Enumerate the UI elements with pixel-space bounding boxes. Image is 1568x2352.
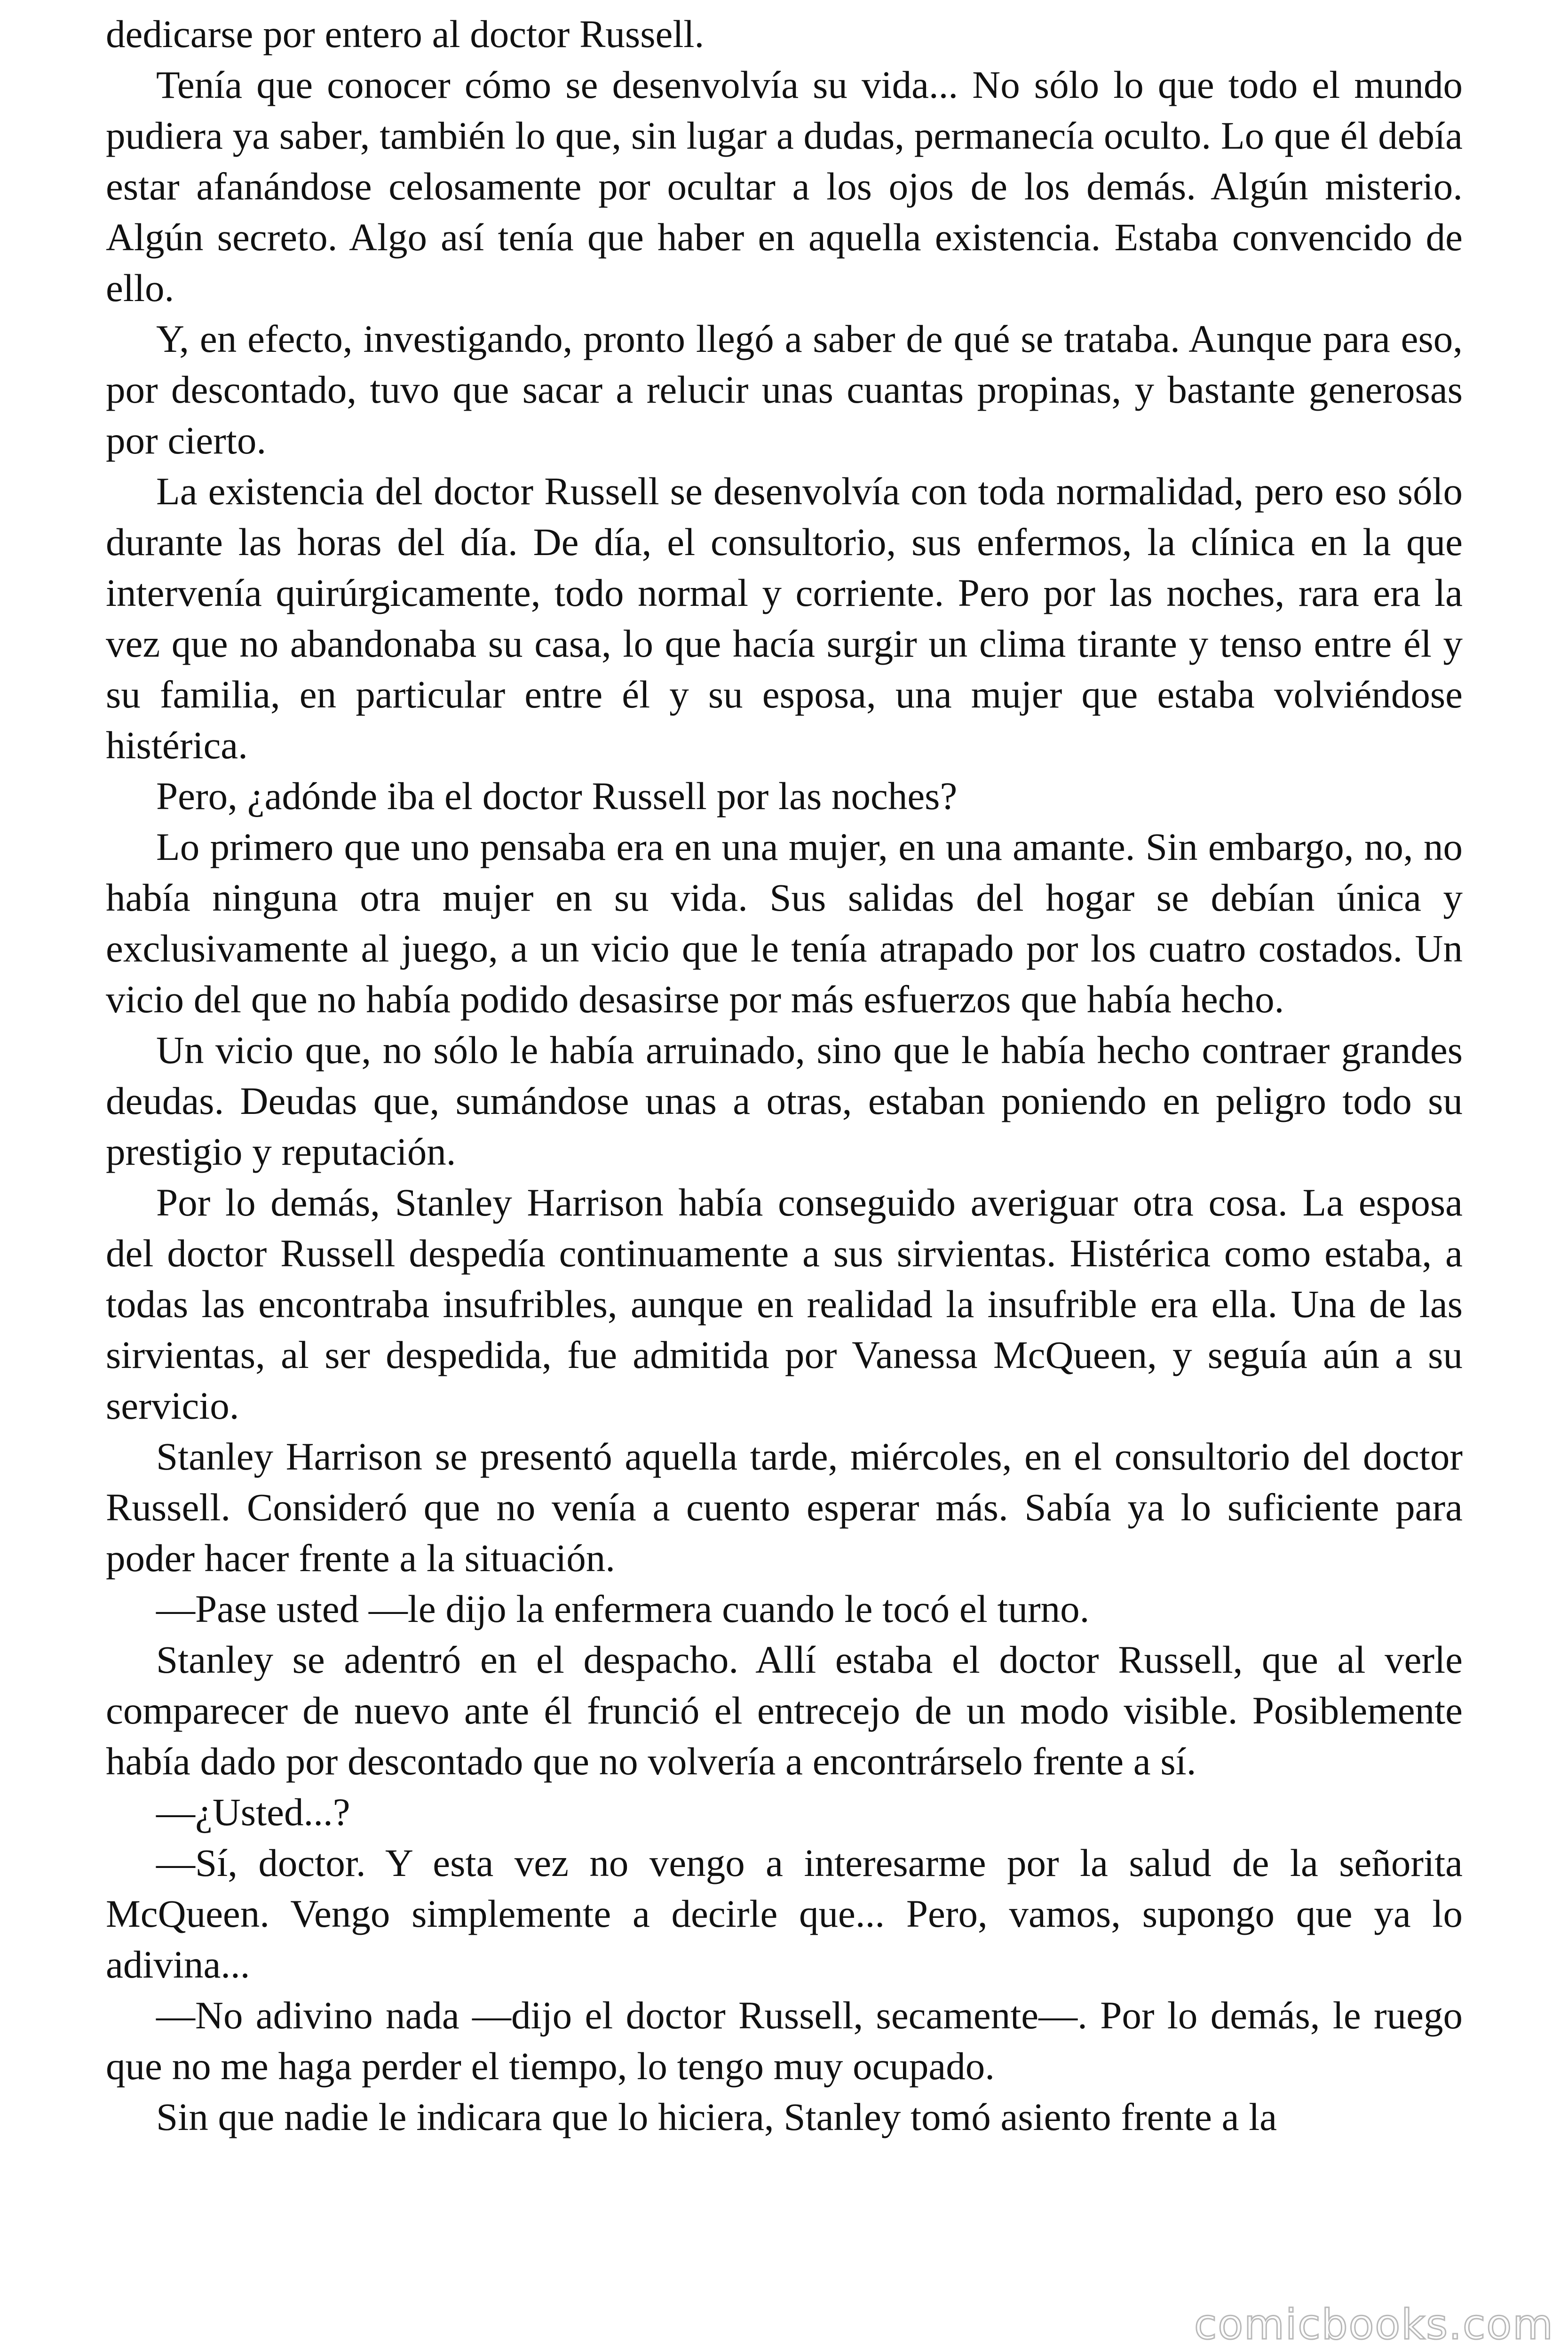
paragraph-10: —Pase usted —le dijo la enfermera cuando le tocó el turno.: [156, 1587, 1090, 1630]
paragraph-13: —Sí, doctor. Y esta vez no vengo a interesarme por la salud de la señorita McQueen. Vengo simplemente a decirle que... Pero, vamos, supongo que ya lo adivina...: [106, 1841, 1463, 1986]
paragraph-5: Pero, ¿adónde iba el doctor Russell por las noches?: [156, 774, 958, 818]
paragraph-11: Stanley se adentró en el despacho. Allí estaba el doctor Russell, que al verle comparecer de nuevo ante él frunció el entrecejo de un modo visible. Posiblemente había dado por descontado que no volvería a encontrárselo frente a sí.: [106, 1638, 1463, 1783]
paragraph-12: —¿Usted...?: [156, 1790, 350, 1834]
paragraph-15: Sin que nadie le indicara que lo hiciera, Stanley tomó asiento frente a la: [156, 2095, 1277, 2138]
paragraph-4: La existencia del doctor Russell se desenvolvía con toda normalidad, pero eso sólo durante las horas del día. De día, el consultorio, sus enfermos, la clínica en la que intervenía quirúrgicamente, todo normal y corriente. Pero por las noches, rara era la vez que no abandonaba su casa, lo que hacía surgir un clima tirante y tenso entre él y su familia, en particular entre él y su esposa, una mujer que estaba volviéndose histérica.: [106, 469, 1463, 767]
paragraph-6: Lo primero que uno pensaba era en una mujer, en una amante. Sin embargo, no, no había ninguna otra mujer en su vida. Sus salidas del hogar se debían única y exclusivamente al juego, a un vicio que le tenía atrapado por los cuatro costados. Un vicio del que no había podido desasirse por más esfuerzos que había hecho.: [106, 825, 1463, 1021]
paragraph-9: Stanley Harrison se presentó aquella tarde, miércoles, en el consultorio del doctor Russell. Consideró que no venía a cuento esperar más. Sabía ya lo suficiente para poder hacer frente a la situación.: [106, 1435, 1463, 1580]
paragraph-3: Y, en efecto, investigando, pronto llegó a saber de qué se trataba. Aunque para eso, por descontado, tuvo que sacar a relucir unas cuantas propinas, y bastante generosas por cierto.: [106, 317, 1463, 462]
paragraph-1: dedicarse por entero al doctor Russell.: [106, 12, 705, 56]
paragraph-2: Tenía que conocer cómo se desenvolvía su vida... No sólo lo que todo el mundo pudiera ya saber, también lo que, sin lugar a dudas, permanecía oculto. Lo que él debía estar afanándose celosamente por ocultar a los ojos de los demás. Algún misterio. Algún secreto. Algo así tenía que haber en aquella existencia. Estaba convencido de ello.: [106, 63, 1463, 310]
paragraph-8: Por lo demás, Stanley Harrison había conseguido averiguar otra cosa. La esposa del doctor Russell despedía continuamente a sus sirvientas. Histérica como estaba, a todas las encontraba insufribles, aunque en realidad la insufrible era ella. Una de las sirvientas, al ser despedida, fue admitida por Vanessa McQueen, y seguía aún a su servicio.: [106, 1181, 1463, 1427]
book-page: [106, 8, 1463, 2142]
watermark: comicbooks.com: [1194, 2300, 1554, 2349]
paragraph-7: Un vicio que, no sólo le había arruinado, sino que le había hecho contraer grandes deudas. Deudas que, sumándose unas a otras, estaban poniendo en peligro todo su prestigio y reputación.: [106, 1028, 1463, 1173]
paragraph-14: —No adivino nada —dijo el doctor Russell, secamente—. Por lo demás, le ruego que no me haga perder el tiempo, lo tengo muy ocupado.: [106, 1994, 1463, 2088]
